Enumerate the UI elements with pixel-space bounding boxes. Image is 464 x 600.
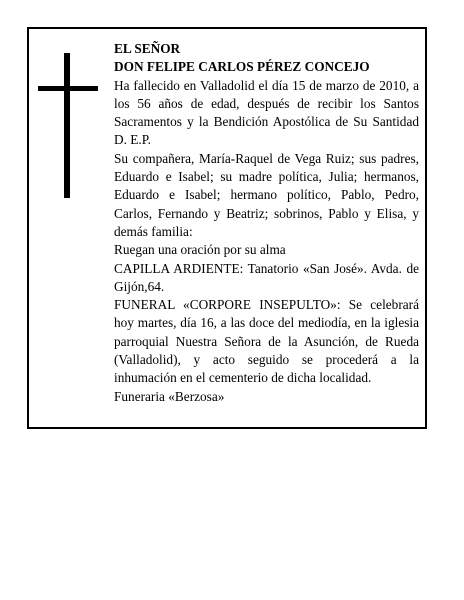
cross-vertical-bar <box>64 53 70 198</box>
latin-cross-icon <box>38 53 98 198</box>
funeral-paragraph: FUNERAL «CORPORE INSEPULTO»: Se celebrará hoy martes, día 16, a las doce del mediodía, en la iglesia parroquial Nuestra Señora de la Asunción, de Rueda (Valladolid), y acto seguido se procederá a la inhumación en el cementerio de dicha localidad. <box>114 297 419 386</box>
funeral-home-line: Funeraria «Berzosa» <box>114 388 225 404</box>
prayer-line: Ruegan una oración por su alma <box>114 242 286 258</box>
deceased-name: DON FELIPE CARLOS PÉREZ CONCEJO <box>114 59 370 75</box>
death-paragraph: Ha fallecido en Valladolid el día 15 de marzo de 2010, a los 56 años de edad, después de recibir los Santos Sacramentos y la Bendición Apostólica de Su Santidad D. E.P. <box>114 77 419 148</box>
family-paragraph: Su compañera, María-Raquel de Vega Ruiz; sus padres, Eduardo e Isabel; su madre política, Julia; hermanos, Eduardo e Isabel; hermano político, Pablo, Pedro, Carlos, Fernando y Beatriz; sobrinos, Pablo y Elisa, y demás familia: <box>114 150 419 239</box>
notice-heading: EL SEÑOR <box>114 41 181 56</box>
obituary-text <box>114 40 419 406</box>
cross-horizontal-bar <box>38 86 98 91</box>
chapel-paragraph: CAPILLA ARDIENTE: Tanatorio «San José». Avda. de Gijón,64. <box>114 260 419 294</box>
